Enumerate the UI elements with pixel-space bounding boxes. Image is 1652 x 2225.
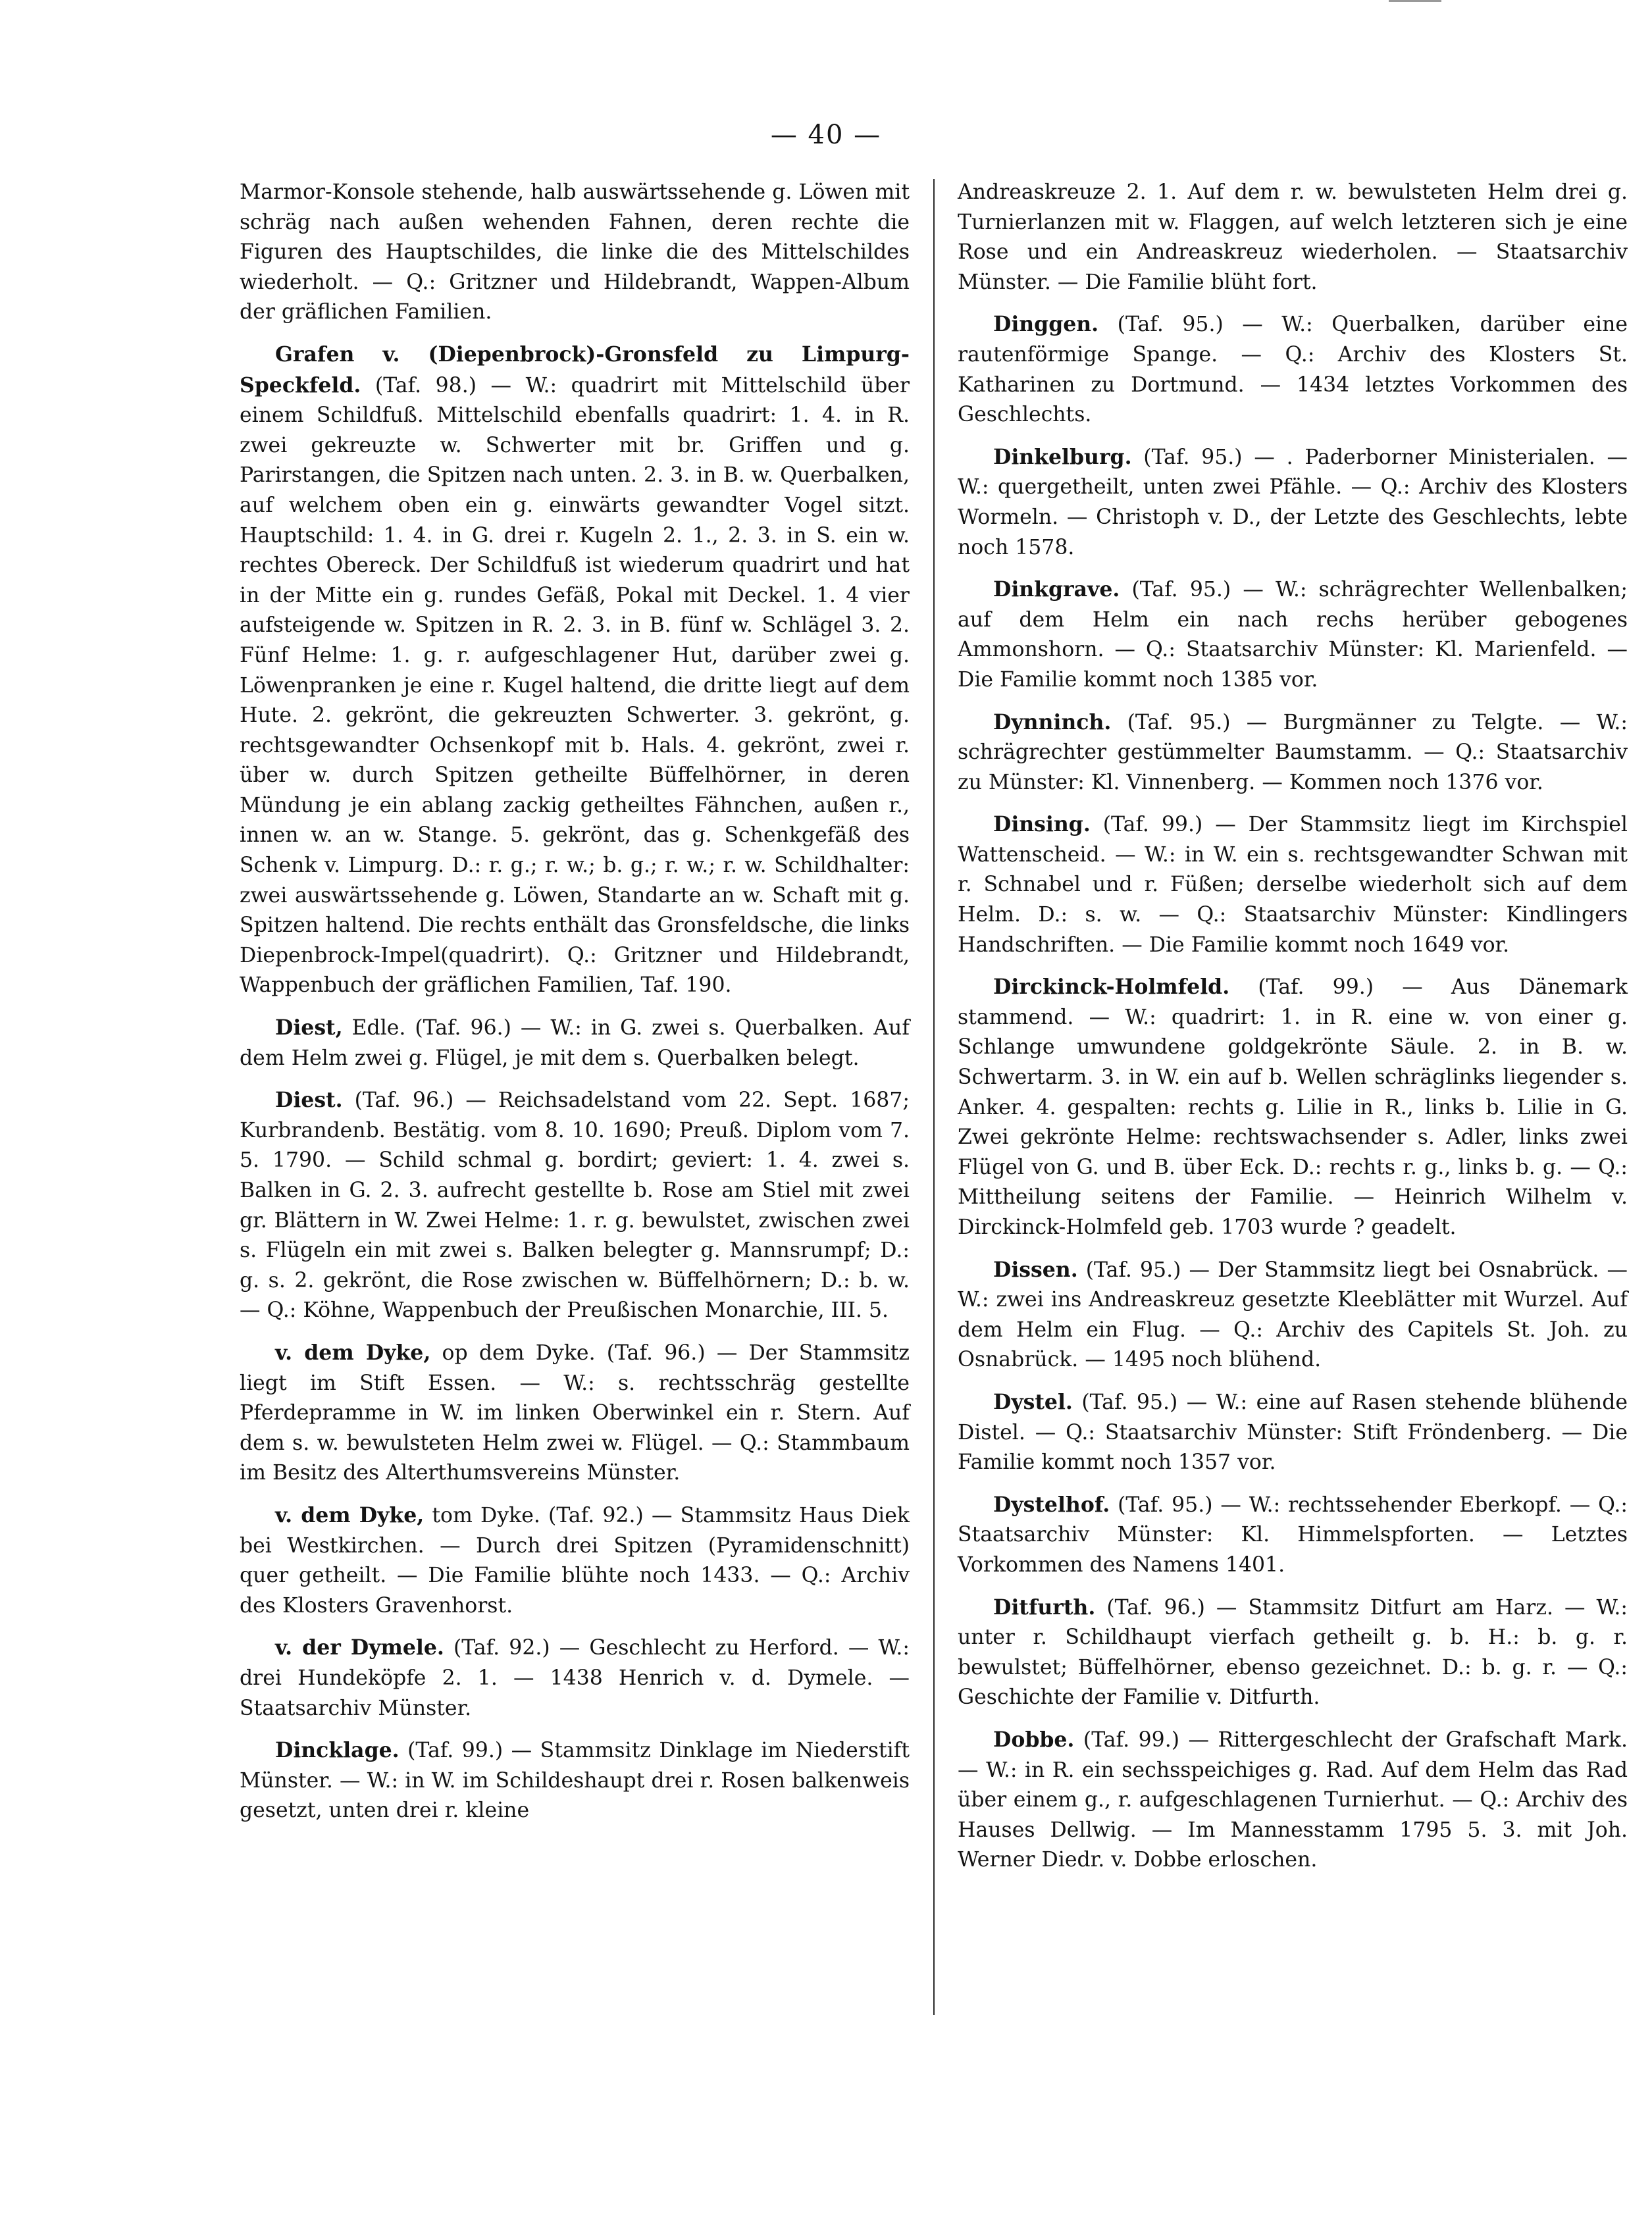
entry-text: Marmor-Konsole stehende, halb auswärtssehende g. Löwen mit schräg nach außen wehenden Fahnen, deren rechte die Figuren des Hauptschildes, die linke die des Mittelschildes wiederholt. — Q.: Gritzner und Hildebrandt, Wappen-Album der gräflichen Familien. (240, 180, 910, 324)
entry-text: (Taf. 95.) — W.: rechtssehender Eberkopf. — Q.: Staatsarchiv Münster: Kl. Himmelspforten. — Letztes Vorkommen des Namens 1401. (958, 1493, 1628, 1577)
dictionary-entry (240, 340, 910, 1001)
dictionary-entry (240, 178, 910, 328)
dictionary-entry (240, 1085, 910, 1326)
dictionary-entry (958, 1255, 1628, 1375)
entry-text: (Taf. 99.) — Aus Dänemark stammend. — W.: quadrirt: 1. in R. eine w. von einer g. Schlange umwundene goldgekrönte Säule. 2. in B. w. Schwertarm. 3. in W. ein auf b. Wellen schräglinks liegender s. Anker. 4. gespalten: rechts g. Lilie in R., links b. Lilie in G. Zwei gekrönte Helme: rechtswachsender s. Adler, links zwei Flügel von G. und B. über Eck. D.: rechts r. g., links b. g. — Q.: Mittheilung seitens der Familie. — Heinrich Wilhelm v. Dirckinck-Holmfeld geb. 1703 wurde ? geadelt. (958, 975, 1628, 1239)
dictionary-entry (958, 178, 1628, 297)
entry-text: (Taf. 96.) — Reichsadelstand vom 22. Sept. 1687; Kurbrandenb. Bestätig. vom 8. 10. 1690; Preuß. Diplom vom 7. 5. 1790. — Schild schmal g. bordirt; geviert: 1. 4. zwei s. Balken in G. 2. 3. aufrecht gestellte b. Rose am Stiel mit zwei gr. Blättern in W. Zwei Helme: 1. r. g. bewulstet, zwischen zwei s. Flügeln ein mit zwei s. Balken belegter g. Mannsrumpf; D.: g. s. 2. gekrönt, die Rose zwischen w. Büffelhörnern; D.: b. w. — Q.: Köhne, Wappenbuch der Preußischen Monarchie, III. 5. (240, 1088, 910, 1323)
entry-text: (Taf. 95.) — W.: Querbalken, darüber eine rautenförmige Spange. — Q.: Archiv des Klosters St. Katharinen zu Dortmund. — 1434 letztes Vorkommen des Geschlechts. (958, 313, 1628, 427)
dictionary-entry (958, 575, 1628, 695)
entry-headword: Diest. (275, 1088, 343, 1113)
dictionary-entry (240, 1735, 910, 1826)
entry-text: (Taf. 96.) — Stammsitz Ditfurt am Harz. — W.: unter r. Schildhaupt vierfach getheilt g. b. H.: b. g. r. bewulstet; Büffelhörner, ebenso gezeichnet. D.: b. g. r. — Q.: Geschichte der Familie v. Ditfurth. (958, 1595, 1628, 1710)
entry-headword: Dinkelburg. (993, 444, 1132, 469)
entry-text: (Taf. 95.) — . Paderborner Ministerialen. — W.: quergetheilt, unten zwei Pfähle. — Q.: Archiv des Klosters Wormeln. — Christoph v. D., der Letzte des Geschlechts, lebte noch 1578. (958, 445, 1628, 559)
left-column (240, 178, 910, 1838)
entry-text: (Taf. 92.) — Geschlecht zu Herford. — W.: drei Hundeköpfe 2. 1. — 1438 Henrich v. d. Dymele. — Staatsarchiv Münster. (240, 1636, 910, 1720)
dictionary-entry (958, 1593, 1628, 1713)
entry-headword: Dirckinck-Holmfeld. (993, 975, 1230, 1000)
entry-text: (Taf. 99.) — Stammsitz Dinklage im Niederstift Münster. — W.: in W. im Schildeshaupt drei r. Rosen balkenweis gesetzt, unten drei r. kleine (240, 1739, 910, 1823)
entry-headword: v. dem Dyke, (275, 1340, 431, 1365)
entry-headword: v. der Dymele. (275, 1635, 444, 1660)
dictionary-entry (240, 1500, 910, 1621)
entry-text: (Taf. 95.) — W.: schrägrechter Wellenbalken; auf dem Helm ein nach rechs herüber gebogenes Ammonshorn. — Q.: Staatsarchiv Münster: Kl. Marienfeld. — Die Familie kommt noch 1385 vor. (958, 578, 1628, 692)
dictionary-entry (958, 809, 1628, 960)
dictionary-entry (240, 1633, 910, 1724)
entry-headword: Dobbe. (993, 1727, 1075, 1752)
entry-text: (Taf. 95.) — W.: eine auf Rasen stehende blühende Distel. — Q.: Staatsarchiv Münster: Stift Fröndenberg. — Die Familie kommt noch 1357 vor. (958, 1390, 1628, 1475)
entry-text: op dem Dyke. (Taf. 96.) — Der Stammsitz liegt im Stift Essen. — W.: s. rechtsschräg gestellte Pferdepramme in W. im linken Oberwinkel ein r. Stern. Auf dem s. w. bewulsteten Helm zwei w. Flügel. — Q.: Stammbaum im Besitz des Alterthumsvereins Münster. (240, 1341, 910, 1485)
dictionary-entry (958, 1490, 1628, 1581)
entry-text: (Taf. 95.) — Burgmänner zu Telgte. — W.: schrägrechter gestümmelter Baumstamm. — Q.: Staatsarchiv zu Münster: Kl. Vinnenberg. — Kommen noch 1376 vor. (958, 710, 1628, 794)
dictionary-entry (958, 1725, 1628, 1876)
column-divider (933, 179, 935, 2015)
right-column (958, 178, 1628, 1887)
entry-headword: Dystelhof. (993, 1492, 1110, 1517)
entry-text: Andreaskreuze 2. 1. Auf dem r. w. bewulsteten Helm drei g. Turnierlanzen mit w. Flaggen, auf welch letzteren sich je eine Rose und ein Andreaskreuz wiederholen. — Staatsarchiv Münster. — Die Familie blüht fort. (958, 180, 1628, 294)
entry-text: (Taf. 99.) — Der Stammsitz liegt im Kirchspiel Wattenscheid. — W.: in W. ein s. rechtsgewandter Schwan mit r. Schnabel und r. Füßen; derselbe wiederholt sich auf dem Helm. D.: s. w. — Q.: Staatsarchiv Münster: Kindlingers Handschriften. — Die Familie kommt noch 1649 vor. (958, 813, 1628, 957)
entry-headword: Dinkgrave. (993, 577, 1120, 602)
entry-text: (Taf. 99.) — Rittergeschlecht der Grafschaft Mark. — W.: in R. ein sechsspeichiges g. Rad. Auf dem Helm das Rad über einem g., r. aufgeschlagenen Turnierhut. — Q.: Archiv des Hauses Dellwig. — Im Mannesstamm 1795 5. 3. mit Joh. Werner Diedr. v. Dobbe erloschen. (958, 1727, 1628, 1872)
dictionary-entry (958, 972, 1628, 1242)
entry-text: tom Dyke. (Taf. 92.) — Stammsitz Haus Diek bei Westkirchen. — Durch drei Spitzen (Pyramidenschnitt) quer getheilt. — Die Familie blühte noch 1433. — Q.: Archiv des Klosters Gravenhorst. (240, 1503, 910, 1618)
entry-headword: Dynninch. (993, 709, 1112, 734)
entry-headword: Dissen. (993, 1257, 1078, 1282)
entry-headword: Dincklage. (275, 1738, 400, 1763)
entry-headword: Grafen v. (Diepenbrock)-Gronsfeld zu Limpurg-Speckfeld. (240, 342, 910, 397)
entry-headword: Ditfurth. (993, 1595, 1096, 1620)
entry-text: Edle. (Taf. 96.) — W.: in G. zwei s. Querbalken. Auf dem Helm zwei g. Flügel, je mit dem s. Querbalken belegt. (240, 1016, 910, 1070)
entry-headword: Dinsing. (993, 812, 1091, 837)
entry-headword: Dinggen. (993, 312, 1099, 337)
dictionary-entry (240, 1013, 910, 1073)
dictionary-entry (958, 707, 1628, 798)
entry-headword: Diest, (275, 1015, 343, 1040)
entry-text: (Taf. 95.) — Der Stammsitz liegt bei Osnabrück. — W.: zwei ins Andreaskreuz gesetzte Kleeblätter mit Wurzel. Auf dem Helm ein Flug. — Q.: Archiv des Capitels St. Joh. zu Osnabrück. — 1495 noch blühend. (958, 1258, 1628, 1372)
entry-headword: Dystel. (993, 1389, 1073, 1414)
dictionary-entry (958, 309, 1628, 430)
dictionary-entry (958, 1387, 1628, 1478)
entry-headword: v. dem Dyke, (275, 1502, 425, 1527)
scan-edge-mark (1389, 0, 1441, 2)
dictionary-entry (240, 1338, 910, 1489)
page-number: — 40 — (770, 120, 882, 150)
dictionary-entry (958, 442, 1628, 563)
entry-text: (Taf. 98.) — W.: quadrirt mit Mittelschild über einem Schildfuß. Mittelschild ebenfalls quadrirt: 1. 4. in R. zwei gekreuzte w. Schwerter mit br. Griffen und g. Parirstangen, die Spitzen nach unten. 2. 3. in B. w. Querbalken, auf welchem oben ein g. einwärts gewandter Vogel sitzt. Hauptschild: 1. 4. in G. drei r. Kugeln 2. 1., 2. 3. in S. ein w. rechtes Obereck. Der Schildfuß ist wiederum quadrirt und hat in der Mitte ein g. rundes Gefäß, Pokal mit Deckel. 1. 4 vier aufsteigende w. Spitzen in R. 2. 3. in B. fünf w. Schlägel 3. 2. Fünf Helme: 1. g. r. aufgeschlagener Hut, darüber zwei g. Löwenpranken je eine r. Kugel haltend, die dritte liegt auf dem Hute. 2. gekrönt, die gekreuzten Schwerter. 3. gekrönt, g. rechtsgewandter Ochsenkopf mit b. Hals. 4. gekrönt, zwei r. über w. durch Spitzen getheilte Büffelhörner, in deren Mündung je ein ablang zackig getheiltes Fähnchen, außen r., innen w. an w. Stange. 5. gekrönt, das g. Schenkgefäß des Schenk v. Limpurg. D.: r. g.; r. w.; b. g.; r. w.; r. w. Schildhalter: zwei auswärtssehende g. Löwen, Standarte an w. Schaft mit g. Spitzen haltend. Die rechts enthält das Gronsfeldsche, die links Diepenbrock-Impel(quadrirt). Q.: Gritzner und Hildebrandt, Wappenbuch der gräflichen Familien, Taf. 190. (240, 373, 910, 998)
